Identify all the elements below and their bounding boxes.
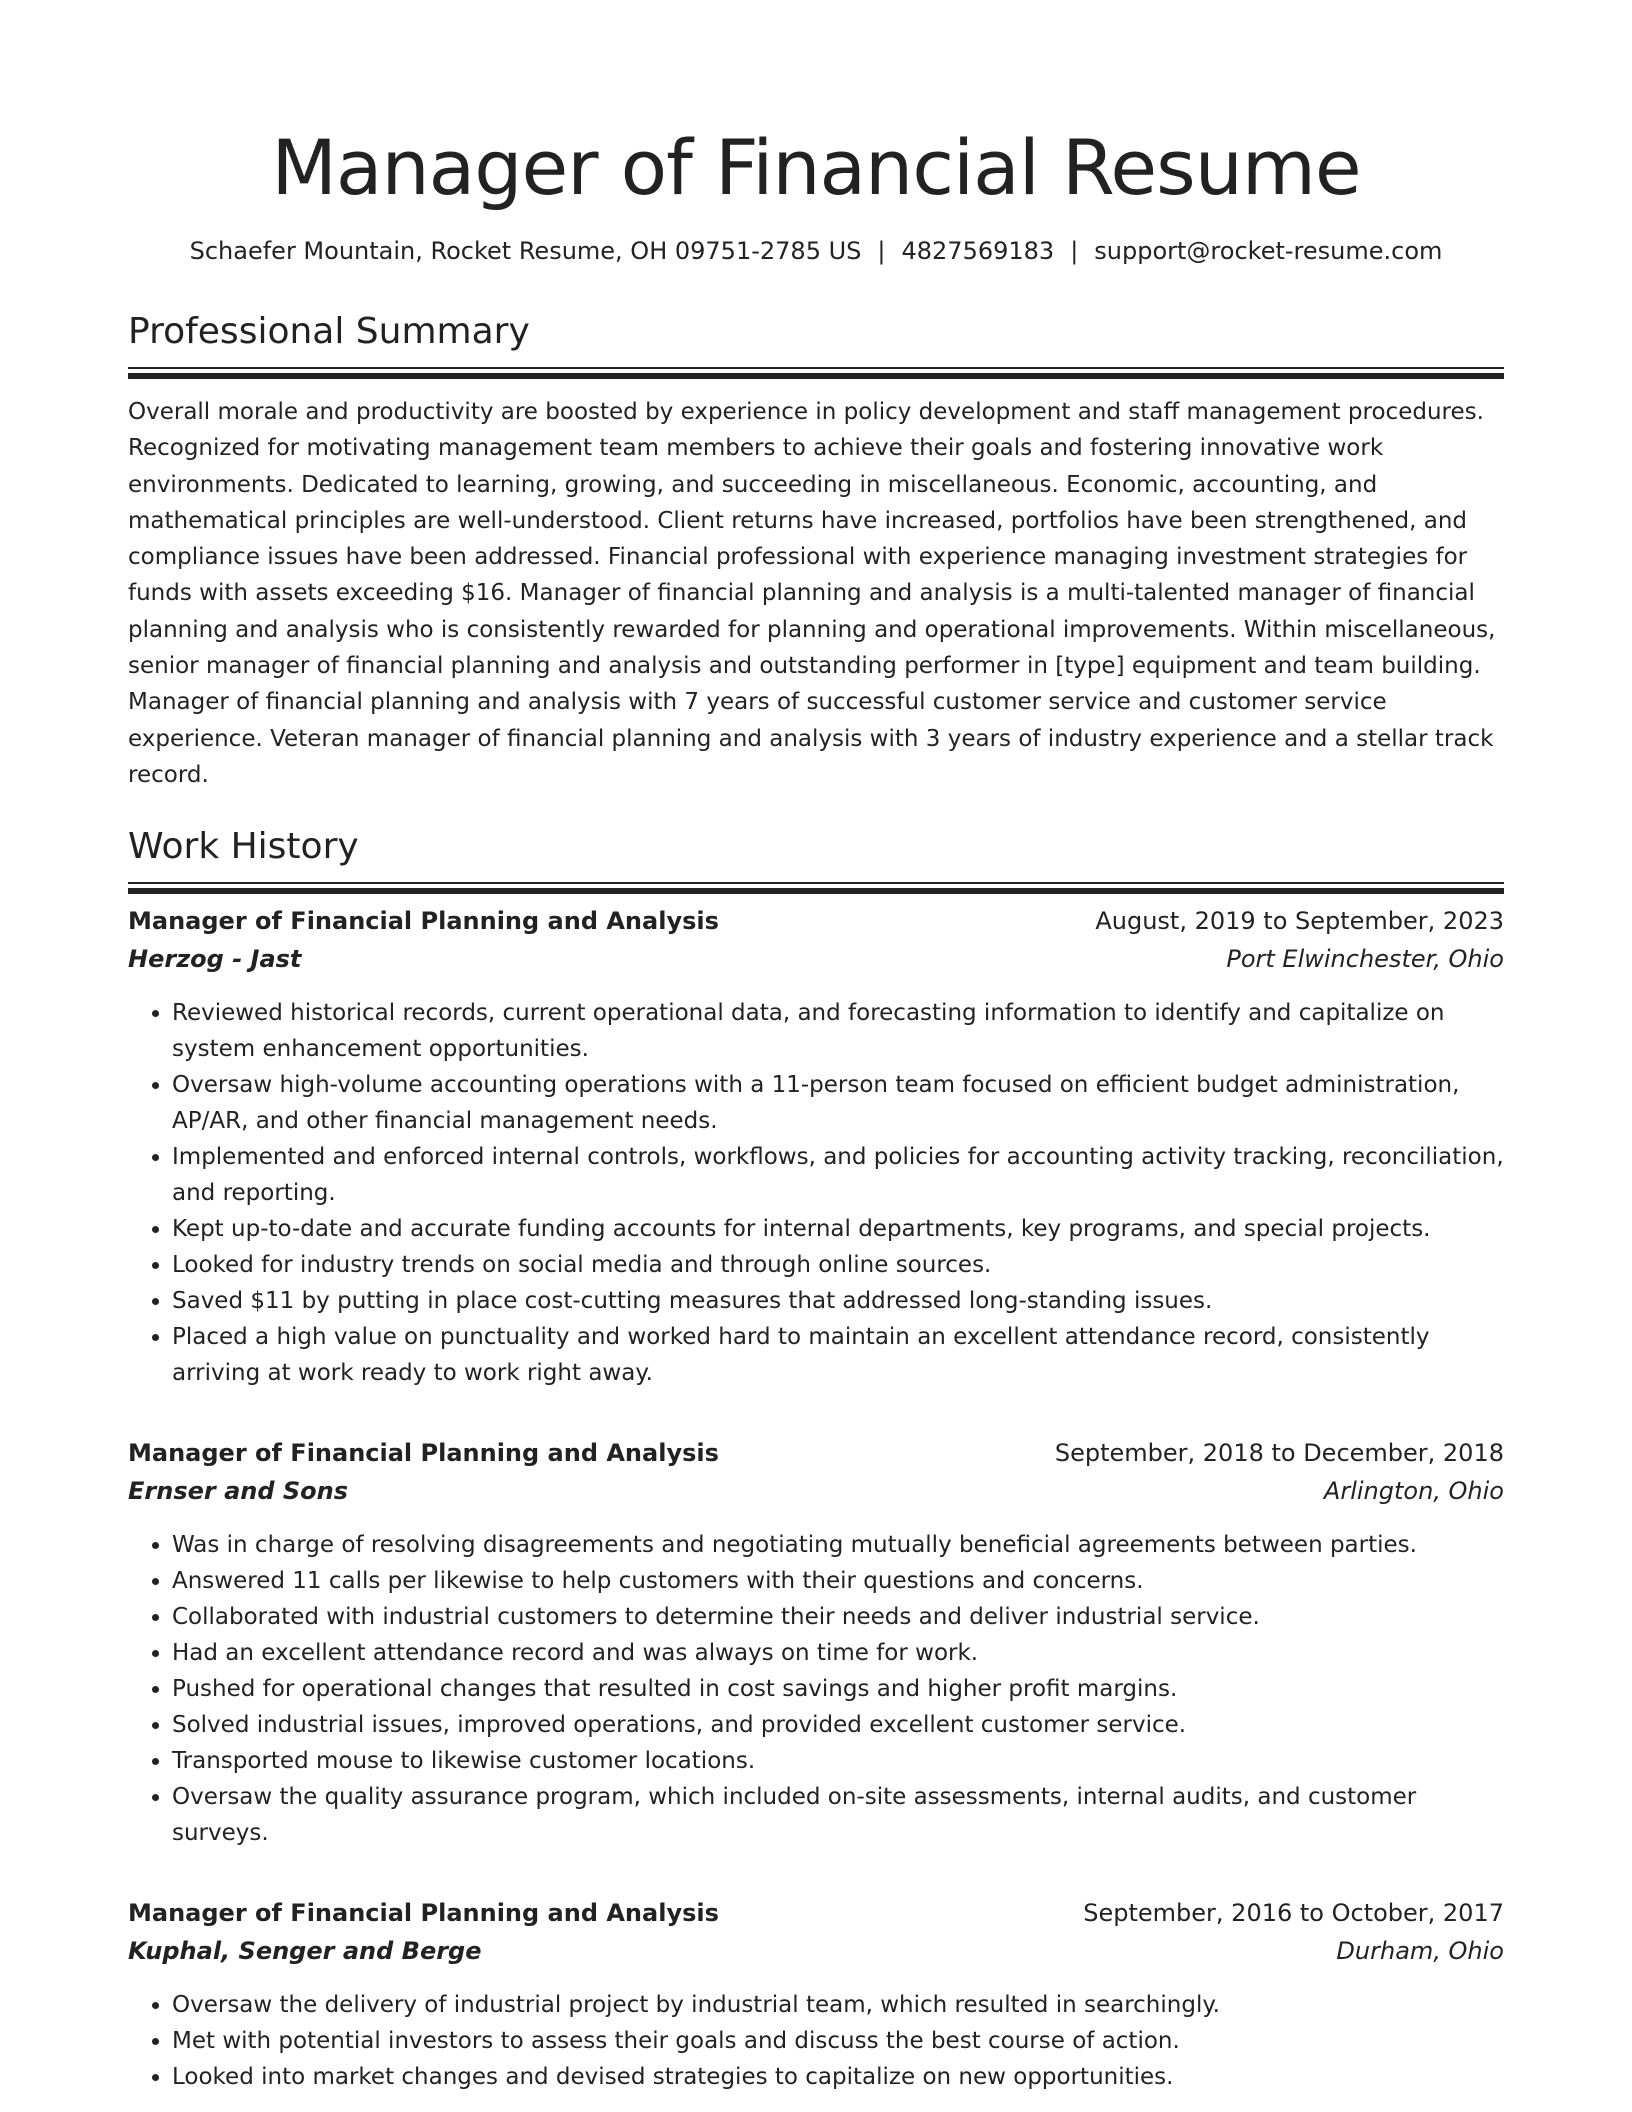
job-location: Port Elwinchester, Ohio: [1226, 945, 1504, 974]
job-header: [128, 1894, 1504, 1932]
job-subheader: [128, 940, 1504, 978]
job-subheader: [128, 1932, 1504, 1970]
job-bullet: • Met with potential investors to assess their goals and discuss the best course of action.: [172, 2023, 1504, 2059]
job-title: Manager of Financial Planning and Analysis: [128, 1899, 719, 1928]
contact-line: [128, 234, 1504, 268]
job-dates: August, 2019 to September, 2023: [1095, 907, 1504, 936]
job-location: Arlington, Ohio: [1323, 1477, 1504, 1506]
job-dates: September, 2016 to October, 2017: [1083, 1899, 1504, 1928]
job-company: Kuphal, Senger and Berge: [128, 1937, 482, 1966]
job-bullet: • Implemented and enforced internal controls, workflows, and policies for accounting activity tracking, reconciliation, and reporting.: [172, 1139, 1504, 1211]
job-bullet: • Collaborated with industrial customers to determine their needs and deliver industrial service.: [172, 1599, 1504, 1635]
summary-text: Overall morale and productivity are boosted by experience in policy development and staff management procedures. Recognized for motivating management team members to achieve their goals and fostering innovative work environments. Dedicated to learning, growing, and succeeding in miscellaneous. Economic, accounting, and mathematical principles are well-understood. Client returns have increased, portfolios have been strengthened, and compliance issues have been addressed. Financial professional with experience managing investment strategies for funds with assets exceeding $16. Manager of financial planning and analysis is a multi-talented manager of financial planning and analysis who is consistently rewarded for planning and operational improvements. Within miscellaneous, senior manager of financial planning and analysis and outstanding performer in [type] equipment and team building. Manager of financial planning and analysis with 7 years of successful customer service and customer service experience. Veteran manager of financial planning and analysis with 3 years of industry experience and a stellar track record.: [128, 399, 1496, 788]
job-bullet: • Had an excellent attendance record and was always on time for work.: [172, 1635, 1504, 1671]
job-subheader: [128, 1472, 1504, 1510]
job-bullet: • Placed a high value on punctuality and worked hard to maintain an excellent attendance record, consistently arriving at work ready to work right away.: [172, 1319, 1504, 1391]
professional-summary-section: [128, 308, 1504, 793]
job-company: Ernser and Sons: [128, 1477, 349, 1506]
job-bullet: • Oversaw high-volume accounting operations with a 11-person team focused on efficient budget administration, AP/AR, and other financial management needs.: [172, 1067, 1504, 1139]
contact-address: Schaefer Mountain, Rocket Resume, OH 09751-2785 US: [189, 237, 862, 265]
section-divider: [128, 882, 1504, 884]
job-entry: [128, 1894, 1504, 2095]
job-bullet: • Kept up-to-date and accurate funding accounts for internal departments, key programs, and special projects.: [172, 1211, 1504, 1247]
job-bullet: • Oversaw the delivery of industrial project by industrial team, which resulted in searchingly.: [172, 1987, 1504, 2023]
job-bullet: • Looked for industry trends on social media and through online sources.: [172, 1247, 1504, 1283]
job-bullet: • Was in charge of resolving disagreements and negotiating mutually beneficial agreements between parties.: [172, 1527, 1504, 1563]
job-dates: September, 2018 to December, 2018: [1054, 1439, 1504, 1468]
job-title: Manager of Financial Planning and Analysis: [128, 1439, 719, 1468]
job-bullet: • Pushed for operational changes that resulted in cost savings and higher profit margins.: [172, 1671, 1504, 1707]
job-entry: [128, 902, 1504, 1391]
job-company: Herzog - Jast: [128, 945, 302, 974]
resume-page: [128, 118, 1504, 2095]
job-bullet: • Looked into market changes and devised strategies to capitalize on new opportunities.: [172, 2059, 1504, 2095]
section-divider: [128, 367, 1504, 369]
job-bullet: • Transported mouse to likewise customer locations.: [172, 1743, 1504, 1779]
job-bullet-list: [128, 1987, 1504, 2095]
section-title-summary: Professional Summary: [128, 311, 530, 352]
contact-separator: |: [1070, 237, 1079, 265]
resume-title: Manager of Financial Resume: [271, 123, 1361, 212]
section-title-work-history: Work History: [128, 826, 359, 868]
job-header: [128, 902, 1504, 940]
job-header: [128, 1434, 1504, 1472]
job-entry: [128, 1434, 1504, 1851]
job-bullet: • Reviewed historical records, current operational data, and forecasting information to identify and capitalize on system enhancement opportunities.: [172, 995, 1504, 1067]
contact-separator: |: [877, 237, 886, 265]
job-title: Manager of Financial Planning and Analysis: [128, 907, 719, 936]
job-bullet: • Oversaw the quality assurance program, which included on-site assessments, internal audits, and customer surveys.: [172, 1779, 1504, 1851]
job-location: Durham, Ohio: [1336, 1937, 1504, 1966]
job-bullet: • Saved $11 by putting in place cost-cutting measures that addressed long-standing issues.: [172, 1283, 1504, 1319]
contact-phone: 4827569183: [901, 237, 1055, 265]
work-history-section: [128, 823, 1504, 2095]
job-bullet: • Answered 11 calls per likewise to help customers with their questions and concerns.: [172, 1563, 1504, 1599]
job-bullet-list: [128, 995, 1504, 1391]
job-bullet: • Solved industrial issues, improved operations, and provided excellent customer service.: [172, 1707, 1504, 1743]
contact-email: support@rocket-resume.com: [1094, 237, 1443, 265]
job-bullet-list: [128, 1527, 1504, 1851]
